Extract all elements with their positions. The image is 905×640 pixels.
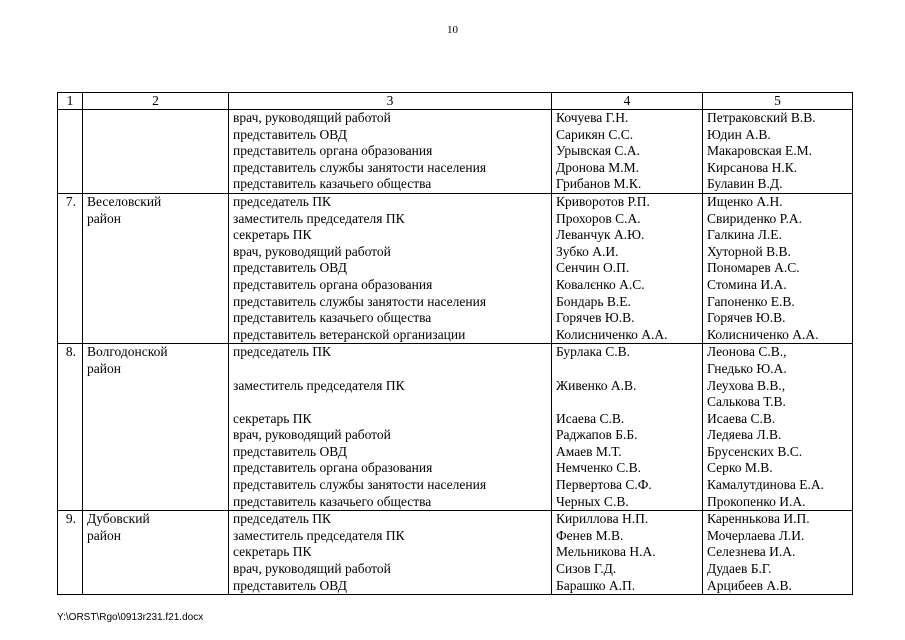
member-name: Горячев Ю.В. <box>556 310 635 326</box>
member-name: Дронова М.М. <box>556 159 640 175</box>
member-name: Ковалєнко А.С. <box>556 276 645 292</box>
role-line: представитель казачьего общества <box>233 310 432 326</box>
members-cell <box>552 193 703 343</box>
row-number-text <box>62 110 76 127</box>
row-number <box>58 511 83 595</box>
member-name: Урывская С.А. <box>556 143 640 159</box>
reserve-member-name: Стомина И.А. <box>707 276 787 292</box>
district-name-line: Веселовский <box>87 193 162 209</box>
reserve-member-name: Селезнева И.А. <box>707 544 796 560</box>
member-name: Исаева С.В. <box>556 410 625 426</box>
member-name: Кочуева Г.Н. <box>556 110 629 125</box>
role-line: представитель органа образования <box>233 460 433 476</box>
member-name <box>556 394 698 411</box>
reserve-member-name: Гапоненко Е.В. <box>707 293 795 309</box>
table-row <box>58 193 853 343</box>
roles-cell <box>229 344 552 511</box>
member-name: Бондарь В.Е. <box>556 293 631 309</box>
reserve-member-name: Ищенко А.Н. <box>707 193 783 209</box>
reserve-member-name: Галкина Л.Е. <box>707 227 782 243</box>
reserve-members-cell <box>703 110 853 194</box>
row-number-text: 8. <box>65 344 76 360</box>
header-cell-3: 3 <box>229 93 552 110</box>
member-name: Амаев М.Т. <box>556 443 622 459</box>
reserve-member-name: Прокопенко И.А. <box>707 493 806 509</box>
reserve-member-name: Ледяева Л.В. <box>707 427 782 443</box>
row-number <box>58 110 83 194</box>
role-line: представитель органа образования <box>233 143 433 159</box>
table-row <box>58 511 853 595</box>
members-cell <box>552 511 703 595</box>
district-cell <box>83 193 229 343</box>
reserve-member-name: Макаровская Е.М. <box>707 143 813 159</box>
district-cell <box>83 511 229 595</box>
reserve-member-name: Камалутдинова Е.А. <box>707 477 824 493</box>
role-line: врач, руководящий работой <box>233 427 391 443</box>
reserve-member-name: Салькова Т.В. <box>707 394 786 410</box>
reserve-member-name: Брусенских В.С. <box>707 443 803 459</box>
roles-cell <box>229 110 552 194</box>
reserve-member-name: Арцибеев А.В. <box>707 577 792 593</box>
role-line: представитель службы занятости населения <box>233 159 487 175</box>
district-name-line: район <box>87 527 121 543</box>
district-cell <box>83 344 229 511</box>
member-name: Зубко А.И. <box>556 243 619 259</box>
reserve-member-name: Кареннькова И.П. <box>707 511 810 527</box>
member-name: Барашко А.П. <box>556 577 636 593</box>
member-name: Грибанов М.К. <box>556 176 642 192</box>
role-line: заместитель председателя ПК <box>233 377 405 393</box>
reserve-member-name: Свириденко Р.А. <box>707 210 802 226</box>
member-name: Прохоров С.А. <box>556 210 641 226</box>
role-line: представитель службы занятости населения <box>233 293 487 309</box>
role-line: представитель ОВД <box>233 443 347 459</box>
header-cell-1: 1 <box>58 93 83 110</box>
reserve-member-name: Юдин А.В. <box>707 126 771 142</box>
member-name: Леванчук А.Ю. <box>556 227 645 243</box>
row-number <box>58 193 83 343</box>
reserve-member-name: Булавин В.Д. <box>707 176 783 192</box>
role-line: врач, руководящий работой <box>233 243 391 259</box>
reserve-members-cell <box>703 511 853 595</box>
district-name-line: район <box>87 210 121 226</box>
role-line: представитель ОВД <box>233 260 347 276</box>
role-line <box>233 394 547 411</box>
role-line: представитель ОВД <box>233 126 347 142</box>
reserve-member-name: Леухова В.В., <box>707 377 786 393</box>
reserve-members-cell <box>703 193 853 343</box>
role-line: заместитель председателя ПК <box>233 527 405 543</box>
role-line: представитель казачьего общества <box>233 493 432 509</box>
member-name <box>556 361 698 378</box>
member-name: Черных С.В. <box>556 493 629 509</box>
row-number-text: 7. <box>65 193 76 209</box>
member-name: Сизов Г.Д. <box>556 561 617 577</box>
reserve-member-name: Дудаев Б.Г. <box>707 561 772 577</box>
member-name: Сенчин О.П. <box>556 260 630 276</box>
member-name: Первертова С.Ф. <box>556 477 652 493</box>
member-name: Фенев М.В. <box>556 527 624 543</box>
role-line: секретарь ПК <box>233 227 312 243</box>
reserve-member-name: Колисниченко А.А. <box>707 326 819 342</box>
member-name: Живенко А.В. <box>556 377 637 393</box>
roles-cell <box>229 511 552 595</box>
header-cell-2: 2 <box>83 93 229 110</box>
table-row <box>58 344 853 511</box>
roles-cell <box>229 193 552 343</box>
member-name: Сарикян С.С. <box>556 126 634 142</box>
district-name-line: Волгодонской <box>87 344 168 360</box>
members-cell <box>552 344 703 511</box>
role-line: представитель органа образования <box>233 276 433 292</box>
row-number <box>58 344 83 511</box>
role-line: председатель ПК <box>233 193 332 209</box>
member-name: Колисниченко А.А. <box>556 326 668 342</box>
role-line: представитель казачьего общества <box>233 176 432 192</box>
header-cell-4: 4 <box>552 93 703 110</box>
reserve-member-name: Серко М.В. <box>707 460 773 476</box>
role-line: представитель ОВД <box>233 577 347 593</box>
member-name: Криворотов Р.П. <box>556 193 650 209</box>
reserve-member-name: Хуторной В.В. <box>707 243 791 259</box>
reserve-member-name: Пономарев А.С. <box>707 260 800 276</box>
reserve-member-name: Горячев Ю.В. <box>707 310 786 326</box>
role-line: заместитель председателя ПК <box>233 210 405 226</box>
district-name-line: район <box>87 360 121 376</box>
members-cell <box>552 110 703 194</box>
role-line: врач, руководящий работой <box>233 110 391 125</box>
role-line: представитель ветеранской организации <box>233 326 466 342</box>
role-line <box>233 361 547 378</box>
reserve-member-name: Исаева С.В. <box>707 410 776 426</box>
row-number-text: 9. <box>65 511 76 527</box>
district-cell <box>83 110 229 194</box>
member-name: Раджапов Б.Б. <box>556 427 638 443</box>
role-line: секретарь ПК <box>233 410 312 426</box>
reserve-member-name: Петраковский В.В. <box>707 110 816 125</box>
role-line: председатель ПК <box>233 511 332 527</box>
commission-table <box>57 92 853 595</box>
file-path-footer: Y:\ORST\Rgo\0913r231.f21.docx <box>57 612 204 623</box>
member-name: Немченко С.В. <box>556 460 642 476</box>
reserve-member-name: Гнедько Ю.А. <box>707 360 787 376</box>
reserve-member-name: Мочерлаева Л.И. <box>707 527 805 543</box>
district-name-line: Дубовский <box>87 511 150 527</box>
table-row <box>58 110 853 194</box>
header-cell-5: 5 <box>703 93 853 110</box>
reserve-member-name: Леонова С.В., <box>707 344 787 360</box>
reserve-members-cell <box>703 344 853 511</box>
role-line: секретарь ПК <box>233 544 312 560</box>
role-line: представитель службы занятости населения <box>233 477 487 493</box>
member-name: Бурлака С.В. <box>556 344 630 360</box>
table-header-row <box>58 93 853 110</box>
page-number: 10 <box>447 24 458 36</box>
role-line: председатель ПК <box>233 344 332 360</box>
member-name: Мельникова Н.А. <box>556 544 656 560</box>
role-line: врач, руководящий работой <box>233 561 391 577</box>
reserve-member-name: Кирсанова Н.К. <box>707 159 798 175</box>
member-name: Кириллова Н.П. <box>556 511 649 527</box>
